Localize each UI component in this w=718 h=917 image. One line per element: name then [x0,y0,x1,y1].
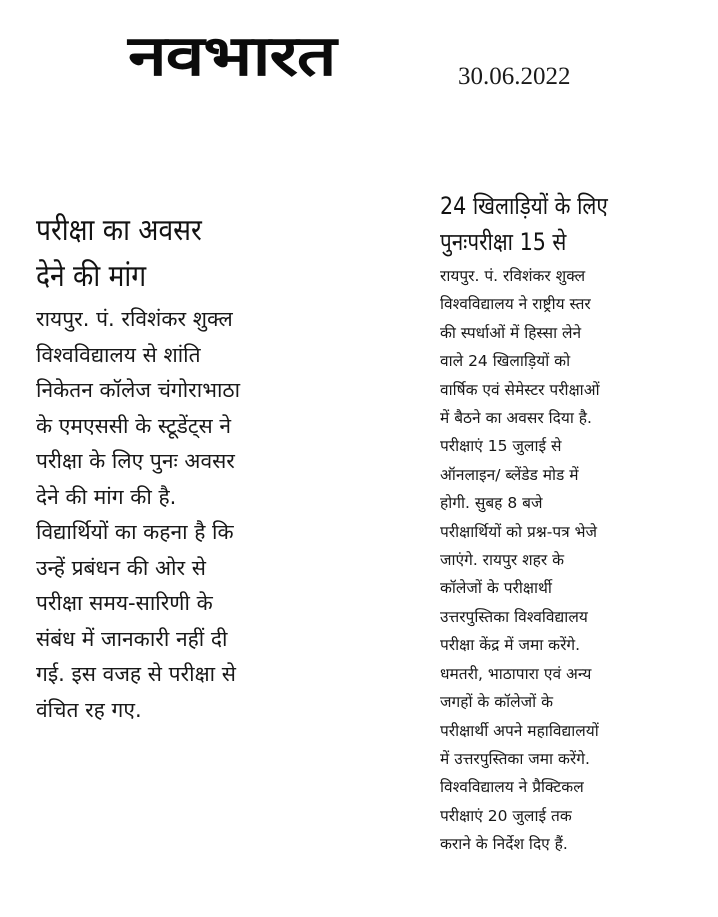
body-line: परीक्षाएं 20 जुलाई तक [440,806,572,825]
body-line: वंचित रह गए. [36,697,142,722]
body-line: उत्तरपुस्तिका विश्वविद्यालय [440,607,588,626]
body-line: कॉलेजों के परीक्षार्थी [440,579,552,598]
article-right-body [440,262,702,859]
body-line: निकेतन कॉलेज चंगोराभाठा [36,378,241,402]
body-line: जगहों के कॉलेजों के [440,693,554,712]
article-left-body [36,302,366,728]
body-line: विश्वविद्यालय ने राष्ट्रीय स्तर [440,295,591,314]
article-right [440,188,702,859]
article-left-headline [36,208,326,300]
article-right-headline [440,188,665,260]
body-line: कराने के निर्देश दिए हैं. [440,835,568,854]
body-line: जाएंगे. रायपुर शहर के [440,551,565,570]
body-line: के एमएससी के स्टूडेंट्स ने [36,413,231,438]
body-line: उन्हें प्रबंधन की ओर से [36,555,206,580]
body-line: विद्यार्थियों का कहना है कि [36,520,234,544]
publication-date: 30.06.2022 [458,63,571,90]
body-line: रायपुर. पं. रविशंकर शुक्ल [36,307,233,331]
body-line: विश्वविद्यालय ने प्रैक्टिकल [440,778,584,797]
body-line: में उत्तरपुस्तिका जमा करेंगे. [440,749,590,768]
body-line: होगी. सुबह 8 बजे [440,494,543,513]
body-line: संबंध में जानकारी नहीं दी [36,626,228,651]
body-line: वाले 24 खिलाड़ियों को [440,352,571,371]
body-line: गई. इस वजह से परीक्षा से [36,662,236,686]
body-line: देने की मांग की है. [36,484,177,509]
headline-line: देने की मांग [36,259,147,294]
body-line: परीक्षार्थी अपने महाविद्यालयों [440,721,599,740]
body-line: विश्वविद्यालय से शांति [36,342,201,367]
body-line: की स्पर्धाओं में हिस्सा लेने [440,323,582,342]
body-line: परीक्षार्थियों को प्रश्न-पत्र भेजे [440,522,598,541]
body-line: रायपुर. पं. रविशंकर शुक्ल [440,267,586,285]
body-line: परीक्षा के लिए पुनः अवसर [36,449,235,473]
article-left [36,208,366,728]
masthead-logo: नवभारत [128,24,336,89]
body-line: परीक्षा केंद्र में जमा करेंगे. [440,636,581,655]
headline-line: पुनःपरीक्षा 15 से [440,228,567,256]
body-line: धमतरी, भाठापारा एवं अन्य [440,664,592,683]
body-line: परीक्षाएं 15 जुलाई से [440,437,562,456]
body-line: परीक्षा समय-सारिणी के [36,591,213,615]
headline-line: 24 खिलाड़ियों के लिए [440,192,608,220]
body-line: ऑनलाइन/ ब्लेंडेड मोड में [440,465,579,484]
body-line: में बैठने का अवसर दिया है. [440,409,592,428]
headline-line: परीक्षा का अवसर [36,213,202,248]
body-line: वार्षिक एवं सेमेस्टर परीक्षाओं [440,380,600,399]
